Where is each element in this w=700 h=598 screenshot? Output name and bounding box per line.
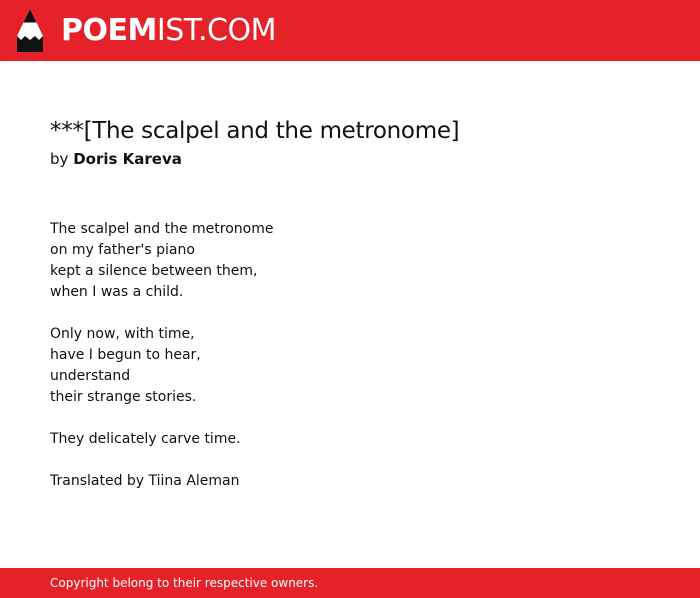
stanza	[50, 429, 670, 450]
site-logo[interactable]	[61, 11, 276, 51]
poem-article	[50, 113, 670, 513]
poem-line: understand	[50, 368, 131, 384]
poem-byline	[50, 149, 670, 169]
site-header	[0, 0, 700, 61]
poem-title: ***[The scalpel and the metronome]	[50, 118, 460, 144]
logo-bold-text: POEM	[61, 13, 157, 48]
stanza	[50, 219, 670, 303]
site-footer	[0, 568, 700, 598]
author-link[interactable]: Doris Kareva	[73, 150, 182, 168]
stanza	[50, 324, 670, 408]
poem-line: their strange stories.	[50, 389, 197, 405]
translator-line: Translated by Tiina Aleman	[50, 473, 240, 489]
poem-line: have I begun to hear,	[50, 347, 201, 363]
poem-line: Only now, with time,	[50, 326, 195, 342]
pencil-tip-icon[interactable]	[17, 9, 43, 52]
translator-credit	[50, 471, 670, 492]
copyright-notice: Copyright belong to their respective owners.	[50, 576, 319, 590]
poem-body	[50, 219, 670, 492]
poem-line: when I was a child.	[50, 284, 184, 300]
poem-line: kept a silence between them,	[50, 263, 258, 279]
poem-line: The scalpel and the metronome	[50, 221, 274, 237]
logo-light-text: IST.COM	[156, 13, 276, 48]
poem-line: on my father's piano	[50, 242, 195, 258]
by-label: by	[50, 150, 69, 168]
poem-line: They delicately carve time.	[50, 431, 241, 447]
